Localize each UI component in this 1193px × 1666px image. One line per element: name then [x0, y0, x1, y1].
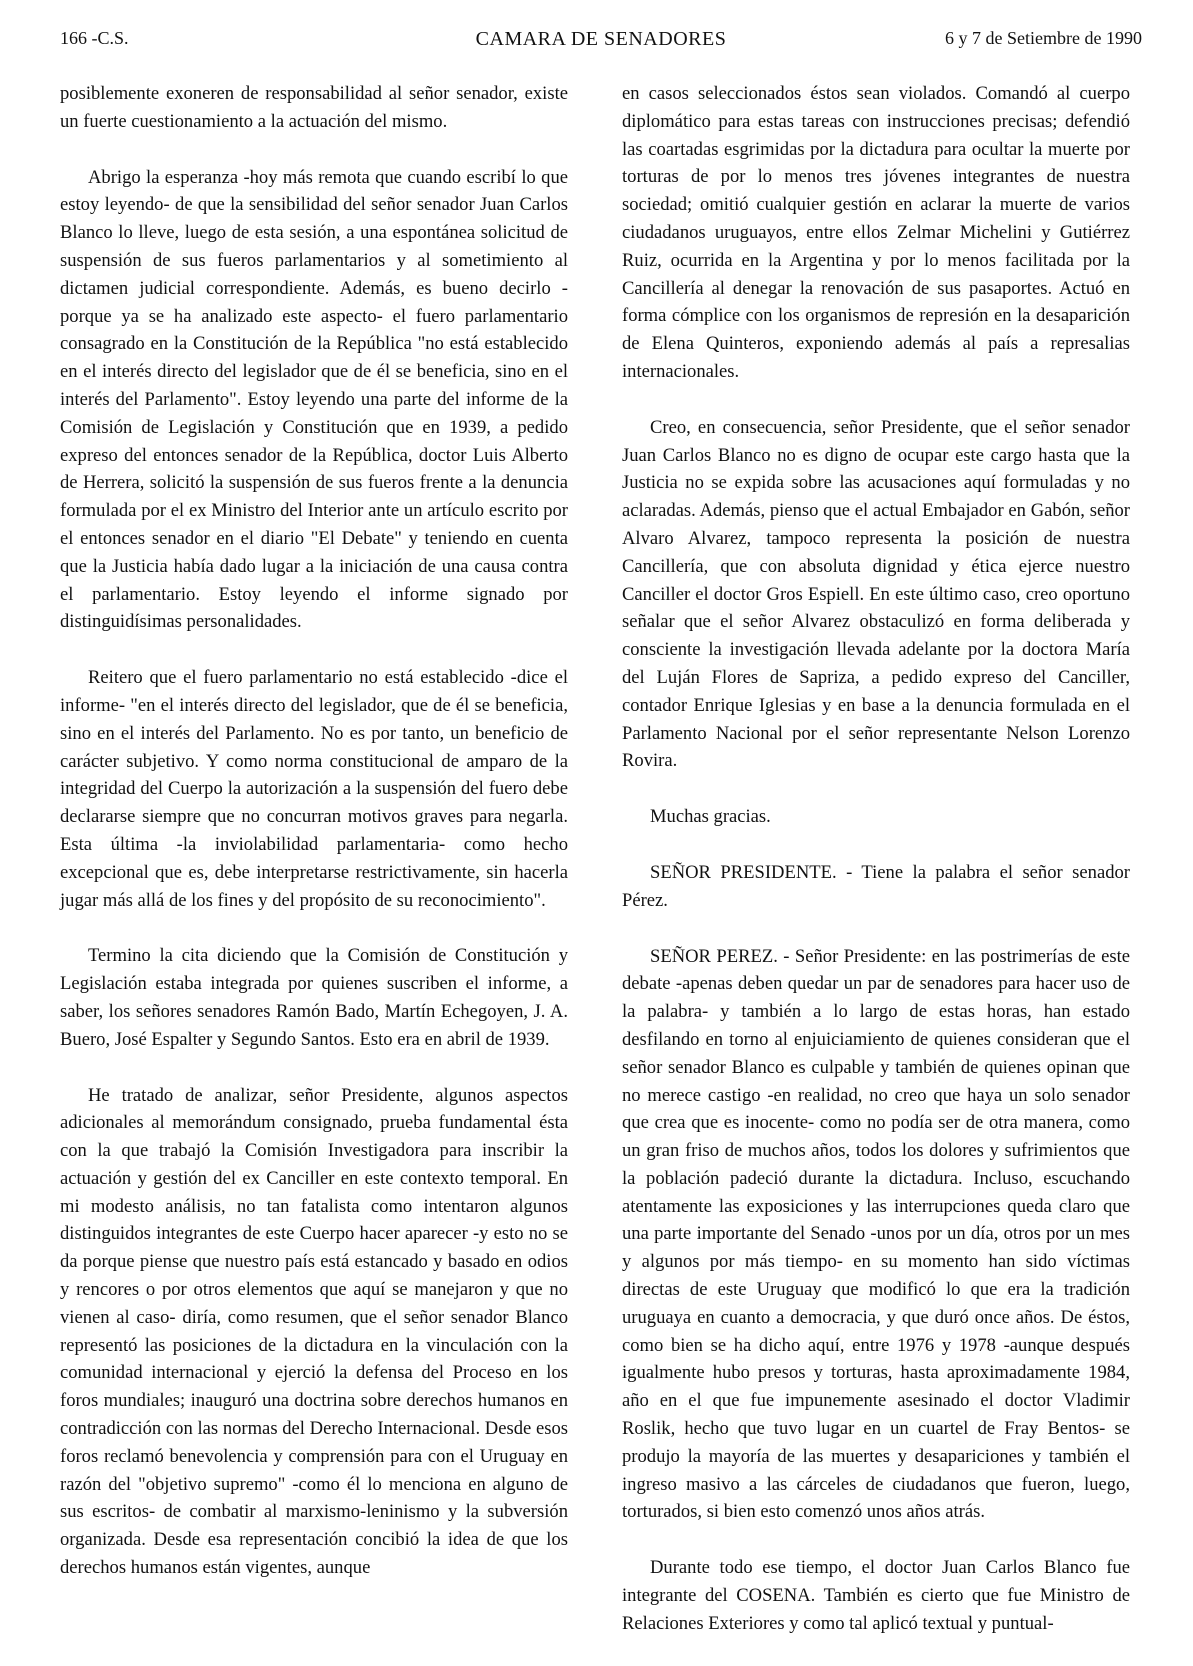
paragraph: Reitero que el fuero parlamentario no está establecido -dice el informe- "en el interés directo del legislador, que de él se beneficia, sino en el interés del Parlamento. No es por tanto, un beneficio de carácter subjetivo. Y como norma constitucional de amparo de la integridad del Cuerpo la autorización a la suspensión del fuero debe declararse siempre que no concurran motivos graves para negarla. Esta última -la inviolabilidad parlamentaria- como hecho excepcional que es, debe interpretarse restrictivamente, sin hacerla jugar más allá de los fines y del propósito de su reconocimiento".	[60, 667, 568, 911]
paragraph: Termino la cita diciendo que la Comisión de Constitución y Legislación estaba integrada por quienes suscriben el informe, a saber, los señores senadores Ramón Bado, Martín Echegoyen, J. A. Buero, José Espalter y Segundo Santos. Esto era en abril de 1939.	[60, 945, 568, 1050]
paragraph: Durante todo ese tiempo, el doctor Juan Carlos Blanco fue integrante del COSENA. También es cierto que fue Ministro de Relaciones Exteriores y como tal aplicó textual y puntual-	[622, 1557, 1130, 1634]
paragraph: posiblemente exoneren de responsabilidad al señor senador, existe un fuerte cuestionamiento a la actuación del mismo.	[60, 83, 568, 132]
paragraph: en casos seleccionados éstos sean violados. Comandó al cuerpo diplomático para estas tareas con instrucciones precisas; defendió las coartadas esgrimidas por la dictadura para ocultar la muerte por torturas de por lo menos tres jóvenes integrantes de nuestra sociedad; omitió cualquier gestión en aclarar la muerte de varios ciudadanos uruguayos, entre ellos Zelmar Michelini y Gutiérrez Ruiz, ocurrida en la Argentina y por lo menos facilitada por la Cancillería al denegar la renovación de sus pasaportes. Actuó en forma cómplice con los organismos de represión en la desaparición de Elena Quinteros, exponiendo además al país a represalias internacionales.	[622, 83, 1130, 382]
right-column	[622, 80, 1130, 1666]
speaker-paragraph: SEÑOR PEREZ. - Señor Presidente: en las postrimerías de este debate -apenas deben quedar un par de senadores para hacer uso de la palabra- y también a lo largo de estas horas, han estado desfilando en torno al enjuiciamiento de quienes consideran que el señor senador Blanco es culpable y también de quienes opinan que no merece castigo -en realidad, no creo que haya un solo senador que crea que es inocente- como no podía ser de otra manera, como un gran friso de muchos años, todos los dolores y sufrimientos que la población padeció durante la dictadura. Incluso, escuchando atentamente las exposiciones y las interrupciones queda claro que una parte importante del Senado -unos por un día, otros por un mes y algunos por más tiempo- en su momento han sido víctimas directas de este Uruguay que modificó lo que era la tradición uruguaya en cuanto a democracia, y que duró once años. De éstos, como bien se ha dicho aquí, entre 1976 y 1978 -aunque después igualmente hubo presos y torturas, hasta aproximadamente 1984, año en el que fue impunemente asesinado el doctor Vladimir Roslik, hecho que tuvo lugar en un cuartel de Fray Bentos- se produjo la mayoría de las muertes y desapariciones y también el ingreso masivo a las cárceles de ciudadanos que fueron, luego, torturados, si bien esto comenzó unos años atrás.	[622, 945, 1130, 1523]
page-header	[60, 28, 1142, 58]
paragraph: Creo, en consecuencia, señor Presidente, que el señor senador Juan Carlos Blanco no es digno de ocupar este cargo hasta que la Justicia no se expida sobre las acusaciones aquí formuladas y no aclaradas. Además, pienso que el actual Embajador en Gabón, señor Alvaro Alvarez, tampoco representa la posición de nuestra Cancillería, que con absoluta dignidad y ética ejerce nuestro Canciller el doctor Gros Espiell. En este último caso, creo oportuno señalar que el señor Alvarez obstaculizó en forma deliberada y consciente la investigación llevada adelante por la doctora María del Luján Flores de Sapriza, a pedido expreso del Canciller, contador Enrique Iglesias y en base a la denuncia formulada en el Parlamento Nacional por el señor representante Nelson Lorenzo Rovira.	[622, 416, 1130, 772]
left-column	[60, 80, 568, 1610]
chamber-title: CAMARA DE SENADORES	[475, 28, 727, 50]
paragraph: Abrigo la esperanza -hoy más remota que cuando escribí lo que estoy leyendo- de que la sensibilidad del señor senador Juan Carlos Blanco lo lleve, luego de esta sesión, a una espontánea solicitud de suspensión de sus fueros parlamentarios y al sometimiento al dictamen judicial correspondiente. Además, es bueno decirlo -porque ya se ha analizado este aspecto- el fuero parlamentario consagrado en la Constitución de la República "no está establecido en el interés directo del legislador que de él se beneficia, sino en el interés del Parlamento". Estoy leyendo una parte del informe de la Comisión de Legislación y Constitución que en 1939, a pedido expreso del entonces senador de la República, doctor Luis Alberto de Herrera, solicitó la suspensión de sus fueros frente a la denuncia formulada por el ex Ministro del Interior ante un artículo escrito por el entonces senador en el diario "El Debate" y teniendo en cuenta que la Justicia había dado lugar a la iniciación de una causa contra el parlamentario. Estoy leyendo el informe signado por distinguidísimas personalidades.	[60, 166, 568, 633]
page-reference: 166 -C.S.	[60, 28, 129, 48]
speaker-paragraph: SEÑOR PRESIDENTE. - Tiene la palabra el señor senador Pérez.	[622, 861, 1130, 911]
paragraph: He tratado de analizar, señor Presidente, algunos aspectos adicionales al memorándum consignado, prueba fundamental ésta con la que trabajó la Comisión Investigadora para inscribir la actuación y gestión del ex Canciller en este contexto temporal. En mi modesto análisis, no tan fatalista como intentaron algunos distinguidos integrantes de este Cuerpo hacer aparecer -y esto no se da porque piense que nuestro país está estancado y basado en odios y rencores o por otros elementos que aquí se manejaron y que no vienen al caso- diría, como resumen, que el señor senador Blanco representó las posiciones de la dictadura en la vinculación con la comunidad internacional y ejerció la defensa del Proceso en los foros mundiales; inauguró una doctrina sobre derechos humanos en contradicción con las normas del Derecho Internacional. Desde esos foros reclamó benevolencia y comprensión para con el Uruguay en razón del "objetivo supremo" -como él lo menciona en alguno de sus escritos- de combatir al marxismo-leninismo y la subversión organizada. Desde esa representación concibió la idea de que los derechos humanos están vigentes, aunque	[60, 1084, 568, 1579]
paragraph: Muchas gracias.	[650, 806, 771, 828]
session-date: 6 y 7 de Setiembre de 1990	[945, 28, 1142, 48]
